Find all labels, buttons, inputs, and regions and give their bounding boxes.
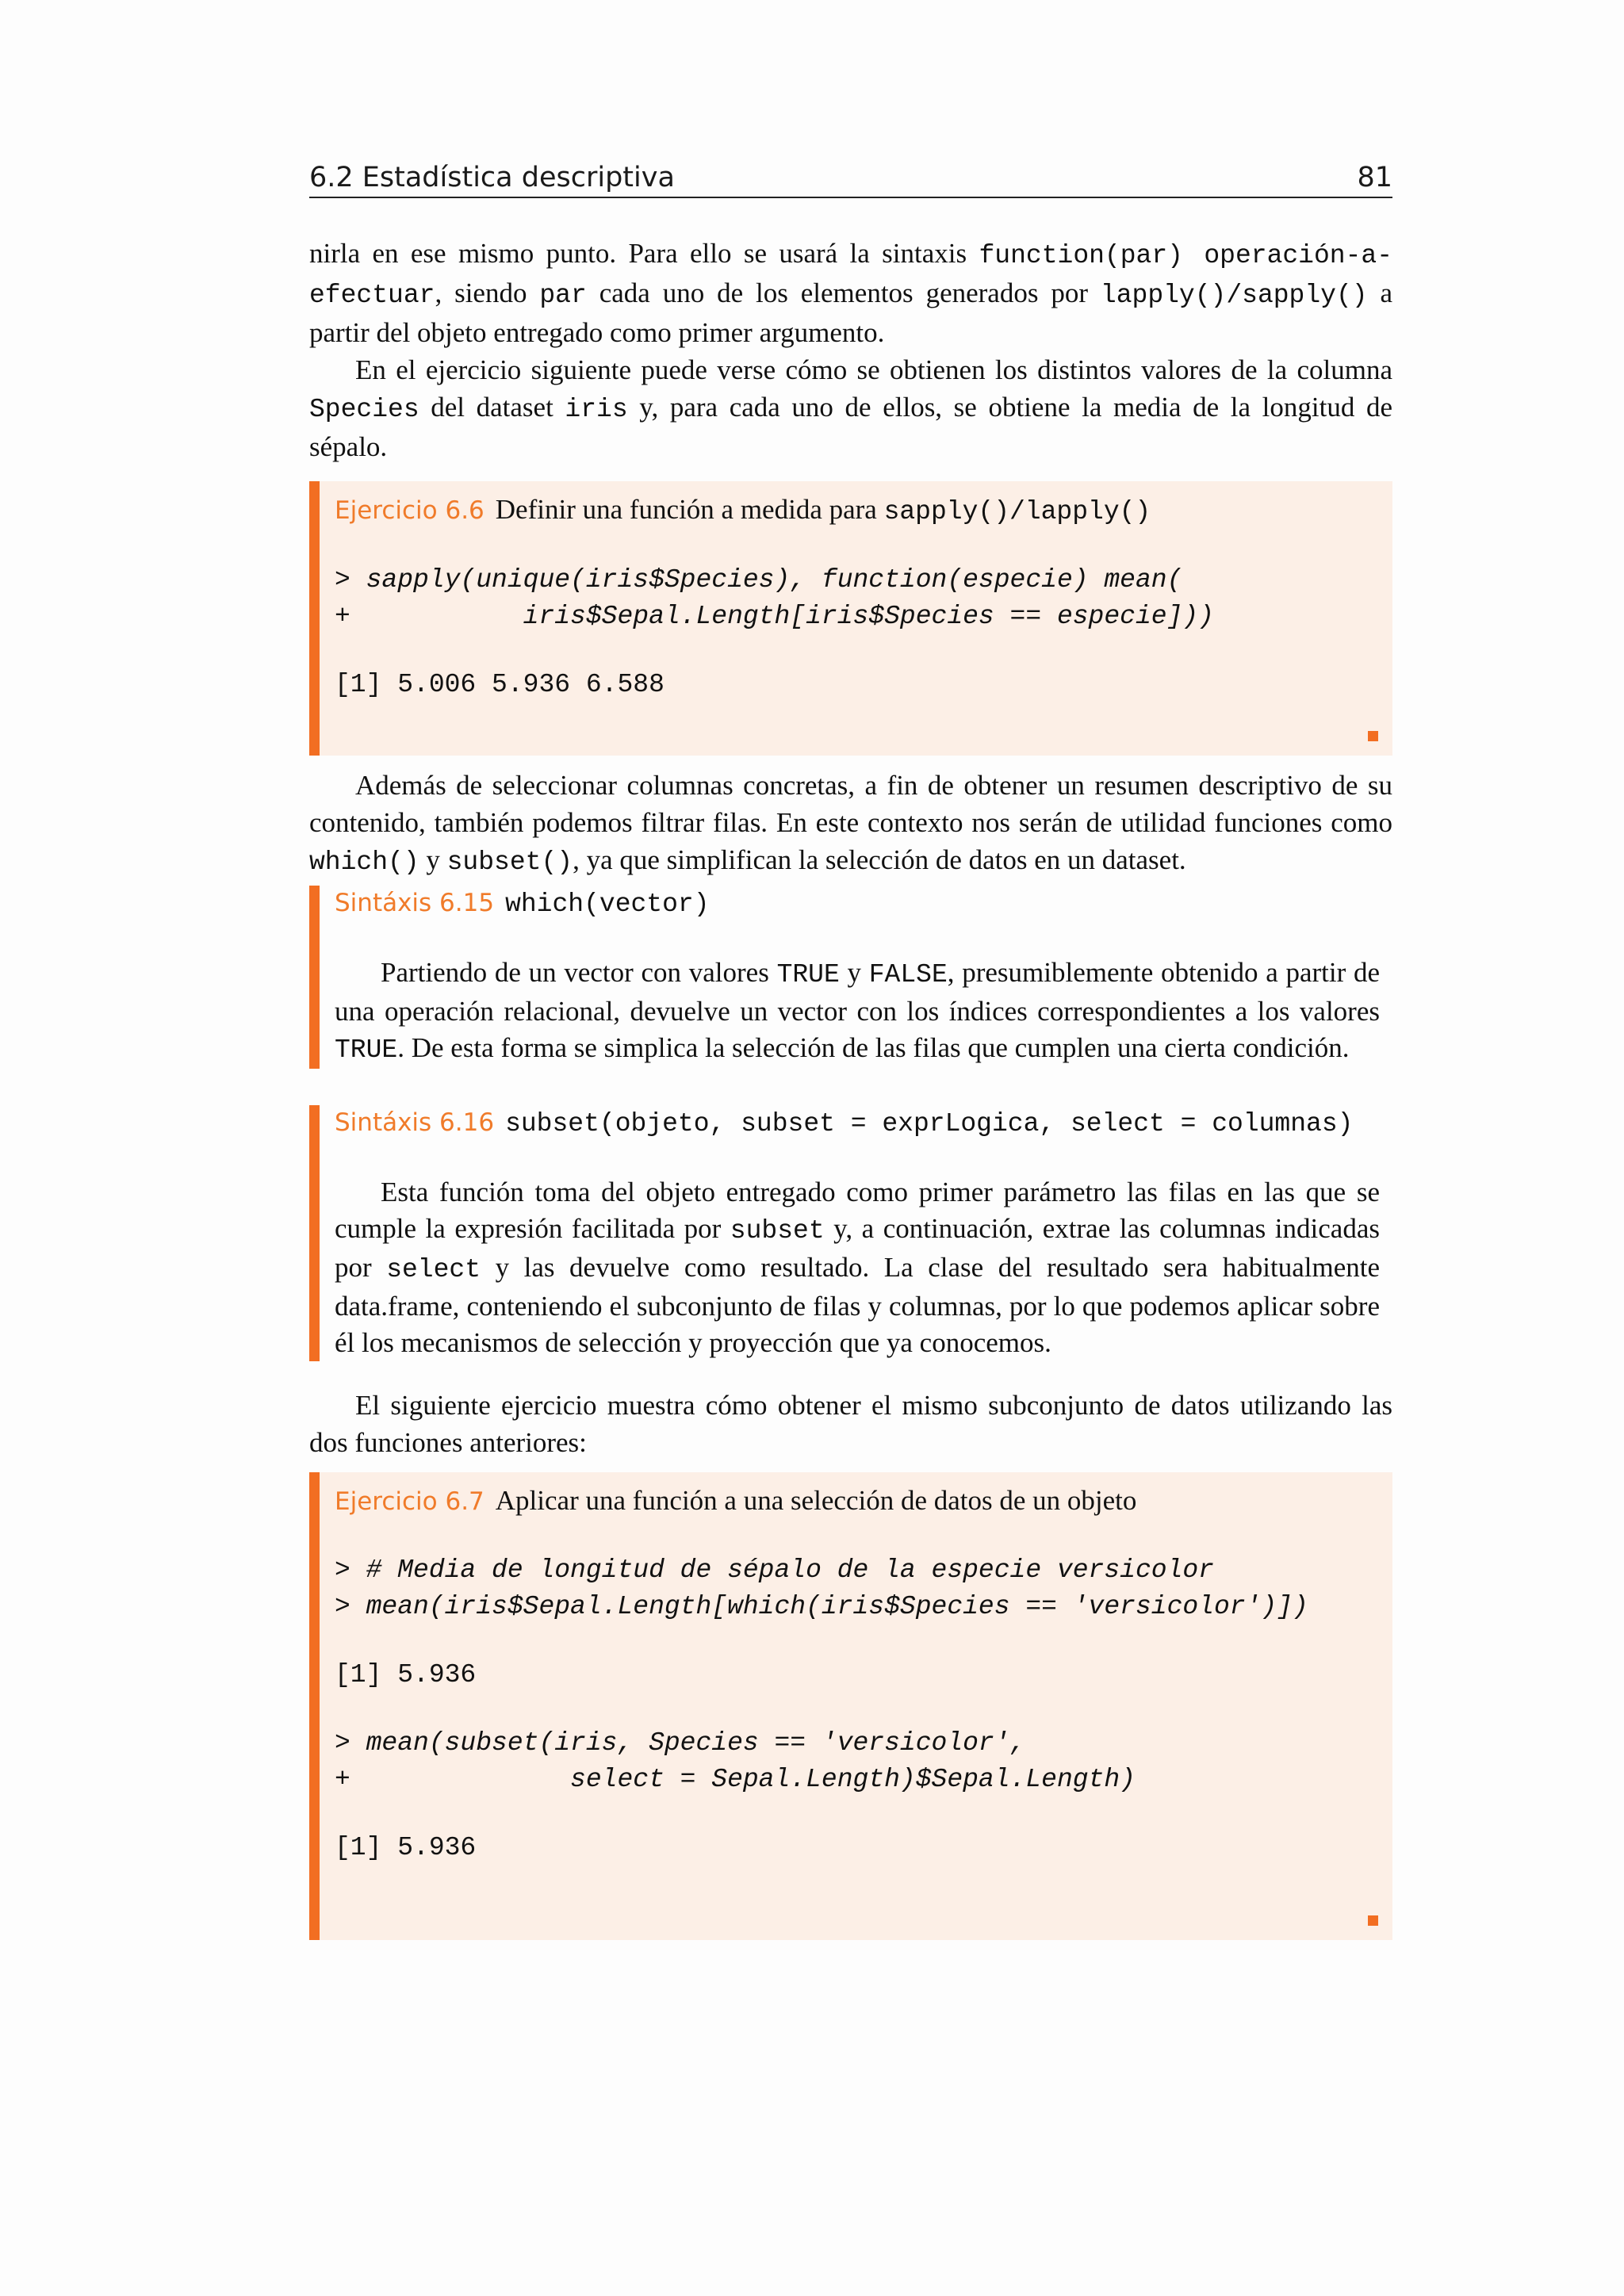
inline-code: Species [309, 395, 419, 424]
syntax-6-16-box [309, 1105, 1392, 1361]
text: Esta función toma del objeto entregado como primer parámetro las filas en las que se cumple la expresión facilitada por [335, 1177, 1380, 1244]
inline-code: FALSE [868, 960, 948, 989]
page-content [309, 235, 1392, 1940]
code-block: > sapply(unique(iris$Species), function(especie) mean( + iris$Sepal.Length[iris$Species == especie])) [335, 565, 1214, 631]
inline-code: TRUE [335, 1035, 398, 1065]
text: a partir del objeto entregado como primer argumento. [309, 277, 1392, 348]
exercise-title [335, 491, 1380, 530]
paragraph-2 [309, 351, 1392, 465]
exercise-6-6-box [309, 481, 1392, 756]
inline-code: subset [730, 1216, 825, 1246]
text: y [419, 844, 447, 875]
exercise-title-text: Definir una función a medida para [495, 494, 884, 525]
inline-code: function(par) operación-a-efectuar [309, 241, 1392, 310]
inline-code: lapply()/sapply() [1100, 281, 1368, 310]
inline-code: subset() [446, 848, 573, 877]
syntax-signature: which(vector) [505, 890, 710, 919]
paragraph-1 [309, 235, 1392, 351]
text: . De esta forma se simplica la selección de las filas que cumplen una cierta condición. [397, 1032, 1350, 1063]
inline-code: TRUE [776, 960, 840, 989]
end-of-exercise-marker [1368, 731, 1378, 741]
end-of-exercise-marker [1368, 1915, 1378, 1926]
syntax-label: Sintáxis 6.16 [335, 1108, 495, 1137]
text: nirla en ese mismo punto. Para ello se usará la sintaxis [309, 238, 979, 269]
inline-code: par [539, 281, 587, 310]
code-output: [1] 5.936 [335, 1660, 477, 1689]
inline-code: iris [565, 395, 628, 424]
code-output: [1] 5.936 [335, 1833, 477, 1862]
paragraph-3 [309, 767, 1392, 881]
syntax-6-15-box [309, 886, 1392, 1069]
text: , ya que simplifican la selección de datos en un dataset. [573, 844, 1186, 875]
exercise-label: Ejercicio 6.6 [335, 496, 485, 525]
syntax-description [335, 1174, 1380, 1361]
exercise-label: Ejercicio 6.7 [335, 1487, 485, 1516]
text: y las devuelve como resultado. La clase del resultado sera habitualmente data.frame, conteniendo el subconjunto de filas y columnas, por lo que podemos aplicar sobre él los mecanismos de selección y proyección que ya conocemos. [335, 1252, 1381, 1358]
exercise-6-7-box [309, 1472, 1392, 1940]
text: y, a continuación, extrae las columnas indicadas por [335, 1213, 1380, 1283]
text: y [839, 957, 869, 988]
syntax-description [335, 955, 1380, 1069]
code-block: > # Media de longitud de sépalo de la especie versicolor > mean(iris$Sepal.Length[which(iris$Species == 'versicolor')]) [335, 1556, 1308, 1621]
text: del dataset [419, 392, 565, 423]
syntax-title [335, 886, 1380, 921]
text: y, para cada uno de ellos, se obtiene la media de la longitud de sépalo. [309, 392, 1392, 462]
running-header [309, 162, 1392, 198]
inline-code: select [386, 1255, 481, 1284]
code-block: > mean(subset(iris, Species == 'versicolor', + select = Sepal.Length)$Sepal.Length) [335, 1728, 1136, 1794]
paragraph-4: El siguiente ejercicio muestra cómo obtener el mismo subconjunto de datos utilizando las dos funciones anteriores: [309, 1390, 1392, 1458]
inline-code: sapply()/lapply() [883, 497, 1151, 526]
text: En el ejercicio siguiente puede verse cómo se obtienen los distintos valores de la columna [355, 354, 1392, 385]
syntax-title [335, 1105, 1380, 1141]
syntax-signature: subset(objeto, subset = exprLogica, select = columnas) [505, 1109, 1354, 1138]
exercise-title [335, 1482, 1380, 1521]
inline-code: which() [309, 848, 419, 877]
code-output: [1] 5.006 5.936 6.588 [335, 670, 665, 699]
section-title: 6.2 Estadística descriptiva [309, 162, 675, 193]
page-number: 81 [1357, 162, 1392, 193]
text: , presumiblemente obtenido a partir de una operación relacional, devuelve un vector con los índices correspondientes a los valores [335, 957, 1381, 1027]
text: Partiendo de un vector con valores [381, 957, 777, 988]
exercise-title-text: Aplicar una función a una selección de datos de un objeto [495, 1485, 1137, 1516]
text: cada uno de los elementos generados por [586, 277, 1101, 308]
text: , siendo [435, 277, 540, 308]
text: Además de seleccionar columnas concretas, a fin de obtener un resumen descriptivo de su contenido, también podemos filtrar filas. En este contexto nos serán de utilidad funciones como [309, 770, 1392, 838]
syntax-label: Sintáxis 6.15 [335, 889, 495, 917]
